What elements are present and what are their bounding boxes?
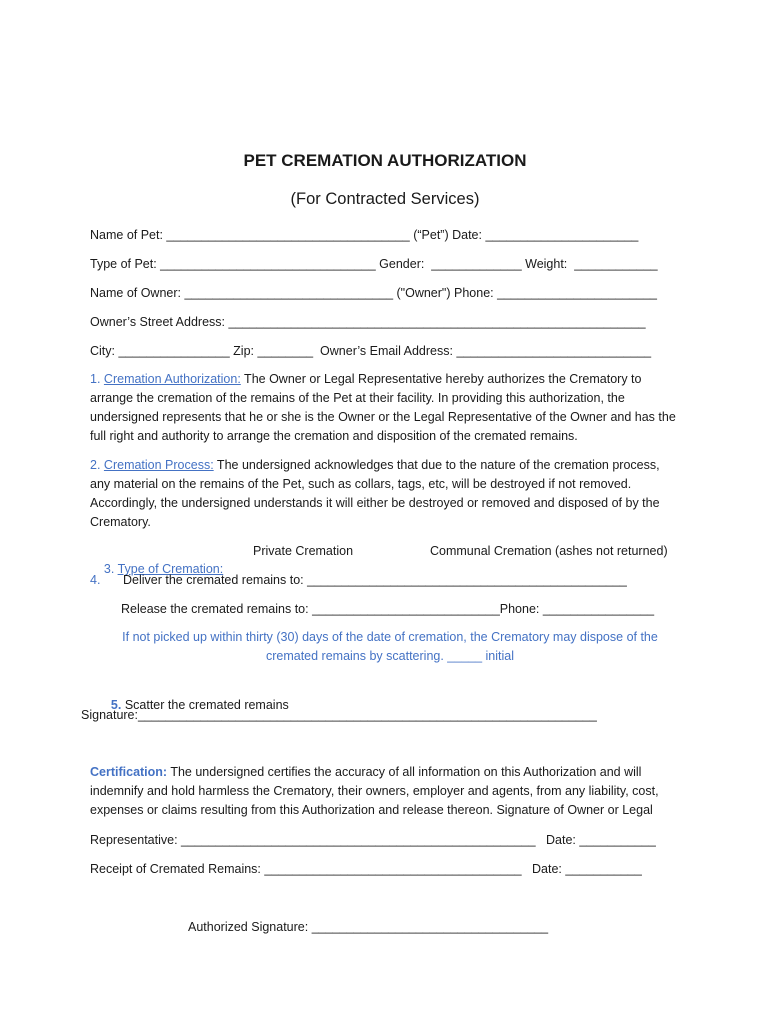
receipt-date-field[interactable]: Receipt of Cremated Remains: _____________________________________ Date: ___________ [90,862,642,876]
pet-name-date-field[interactable]: Name of Pet: ___________________________________ (“Pet”) Date: ______________________ [90,228,639,242]
document-subtitle: (For Contracted Services) [290,190,480,208]
representative-date-field[interactable]: Representative: ___________________________________________________ Date: ___________ [90,833,656,847]
section-heading: Type of Cremation: [117,562,224,576]
pickup-notice: If not picked up within thirty (30) days of the date of cremation, the Crematory may dispose of the cremated remains by scattering. _____ initial [122,630,658,663]
certification-section [90,763,680,820]
section-number: 5. [110,698,122,712]
section-text: The undersigned acknowledges that due to the nature of the cremation process, any material on the remains of the Pet, such as collars, tags, etc, will be destroyed if not removed. Accordingly, the undersigned understands it will either be destroyed or removed and disposed of by the Crematory. [90,458,660,529]
section-number-4: 4. [90,573,101,587]
certification-text: The undersigned certifies the accuracy of all information on this Authorization and will indemnify and hold harmless the Crematory, their owners, employer and agents, from any liability, cost, expenses or claims resulting from this Authorization and release thereon. Signature of Owner or Legal [90,765,659,817]
communal-cremation-option[interactable]: Communal Cremation (ashes not returned) [430,544,668,558]
deliver-remains-field[interactable]: Deliver the cremated remains to: ______________________________________________ [123,573,627,587]
certification-heading: Certification: [90,765,168,779]
pet-type-gender-weight-field[interactable]: Type of Pet: _______________________________ Gender: _____________ Weight: ____________ [90,257,658,271]
private-cremation-option[interactable]: Private Cremation [253,544,354,558]
section-number: 3. [103,562,115,576]
release-remains-phone-field[interactable]: Release the cremated remains to: ___________________________Phone: ________________ [121,602,655,616]
owner-street-address-field[interactable]: Owner’s Street Address: ____________________________________________________________ [90,315,646,329]
section-number: 1. [90,372,101,386]
authorized-signature-field[interactable]: Authorized Signature: __________________________________ [188,920,549,934]
document-title: PET CREMATION AUTHORIZATION [243,151,527,170]
owner-name-phone-field[interactable]: Name of Owner: ______________________________ ("Owner") Phone: _______________________ [90,286,657,300]
city-zip-email-field[interactable]: City: ________________ Zip: ________ Owner’s Email Address: ____________________________ [90,344,652,358]
section-text: The Owner or Legal Representative hereby authorizes the Crematory to arrange the cremation of the remains of the Pet at their facility. In providing this authorization, the undersigned represents that he or she is the Owner or the Legal Representative of the Owner and has the full right and authority to arrange the cremation and disposition of the cremated remains. [90,372,676,443]
section-cremation-authorization [90,370,680,446]
scatter-remains-label: Scatter the cremated remains [121,698,289,712]
section-number: 2. [90,458,101,472]
section-cremation-process [90,456,682,532]
section-heading: Cremation Process: [103,458,214,472]
signature-field[interactable]: Signature:__________________________________________________________________ [81,708,597,722]
section-heading: Cremation Authorization: [103,372,241,386]
